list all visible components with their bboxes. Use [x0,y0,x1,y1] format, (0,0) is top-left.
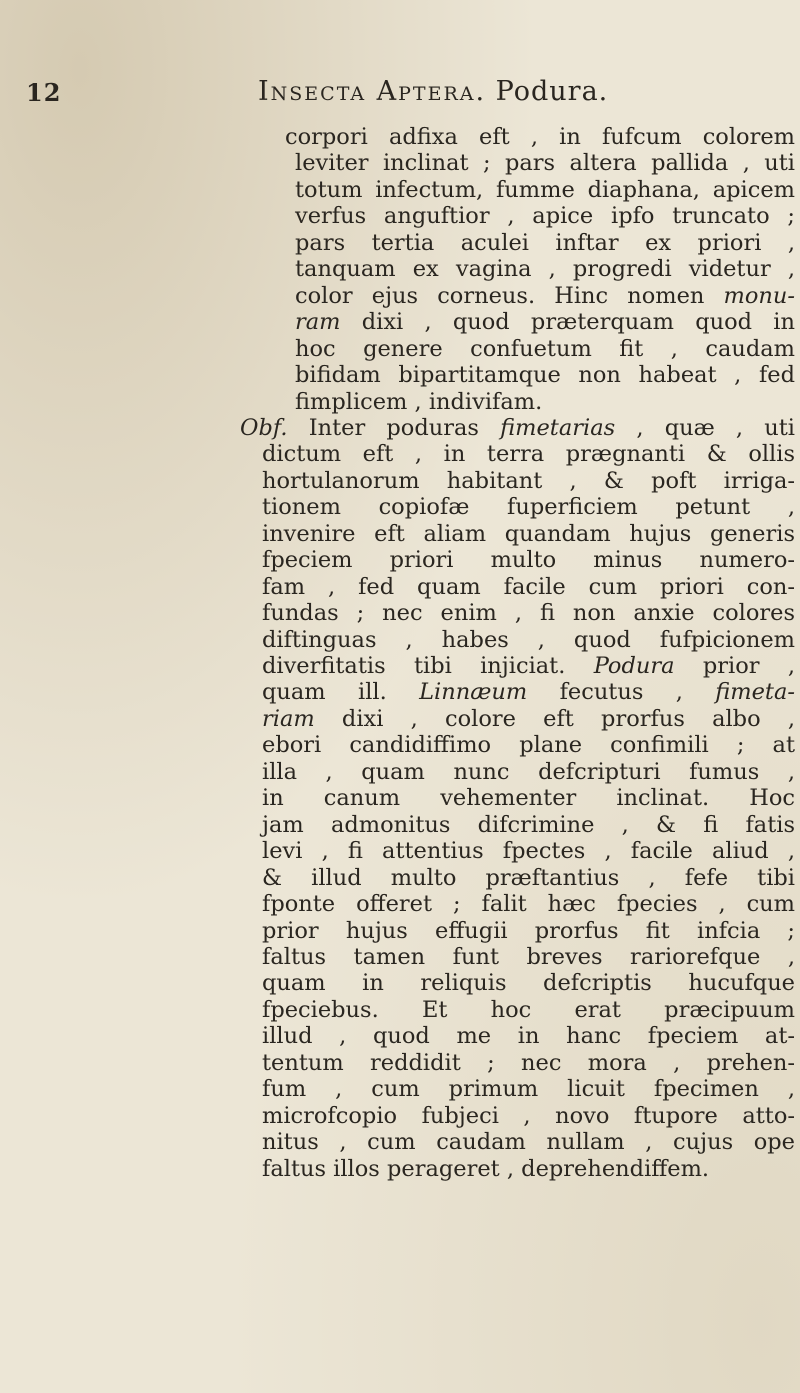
text-run: hoc genere confuetum fit , caudam [295,335,795,362]
page-number: 12 [26,78,62,107]
text-line [295,336,795,362]
text-line [295,203,795,229]
text-run: totum infectum, fumme diaphana, apicem [295,176,795,203]
text-line [262,653,795,679]
text-line [262,838,795,864]
italic-term: riam [262,705,315,732]
running-head-title: Insecta Aptera. [258,76,487,107]
running-head-genus: Podura. [486,76,609,107]
text-line [262,732,795,758]
text-line [262,865,795,891]
text-run: fundas ; nec enim , fi non anxie colores [262,600,795,627]
text-run: dictum eft , in terra prægnanti & ollis [262,441,795,468]
text-line [295,362,795,388]
text-line [295,177,795,203]
text-run: hortulanorum habitant , & poft irriga- [262,467,795,494]
text-line [262,600,795,626]
text-line [262,891,795,917]
text-line [262,1129,795,1155]
text-line [262,494,795,520]
text-run: Inter poduras [287,414,501,441]
text-run: , quæ , uti [615,414,795,441]
text-line [295,309,795,335]
text-run: leviter inclinat ; pars altera pallida , uti [295,150,795,177]
italic-term: Podura [593,653,675,679]
text-line [262,812,795,838]
text-line [262,627,795,653]
text-run: dixi , colore eft prorfus albo , [314,705,795,732]
text-run: color ejus corneus. Hinc nomen [295,282,724,309]
text-line [262,1103,795,1129]
text-line [262,944,795,970]
text-run: dixi , quod præterquam quod in [340,309,795,336]
text-run: fpeciebus. Et hoc erat præcipuum [262,996,795,1023]
text-line [262,918,795,944]
text-line [295,283,795,309]
text-run: tionem copiofæ fuperficiem petunt , [262,494,795,521]
text-run: tanquam ex vagina , progredi videtur , [295,256,795,283]
text-run: fum , cum primum licuit fpecimen , [262,1076,795,1103]
text-line [262,441,795,467]
text-run: levi , fi attentius fpectes , facile aliud , [262,838,795,865]
text-line [285,124,795,150]
text-line [262,574,795,600]
text-run: faltus illos perageret , deprehendiffem. [262,1155,710,1182]
text-run: illa , quam nunc defcripturi fumus , [262,758,795,785]
text-line [262,759,795,785]
text-run: pars tertia aculei inftar ex priori , [295,229,795,256]
text-line [295,230,795,256]
text-line [262,997,795,1023]
text-run: microfcopio fubjeci , novo ftupore atto- [262,1102,795,1129]
text-line [295,150,795,176]
text-line [262,1076,795,1102]
text-run: prior , [674,653,795,679]
italic-term: monu- [723,282,795,309]
text-line [262,468,795,494]
text-run: fam , fed quam facile cum priori con- [262,573,795,600]
text-run: quam in reliquis defcriptis hucufque [262,970,795,997]
text-run: fimplicem , indivifam. [295,388,543,415]
text-run: ebori candidiffimo plane confimili ; at [262,732,795,759]
text-line [262,785,795,811]
text-run: corpori adfixa eft , in fufcum colorem [285,124,795,150]
text-line [262,1023,795,1049]
italic-term: fimeta- [715,679,795,706]
text-line [295,256,795,282]
text-run: quam ill. [262,679,420,706]
text-run: invenire eft aliam quandam hujus generis [262,520,795,547]
text-line [262,1156,795,1182]
text-run: jam admonitus difcrimine , & fi fatis [262,811,795,838]
text-run: bifidam bipartitamque non habeat , fed [295,362,795,389]
text-run: fponte offeret ; falit hæc fpecies , cum [262,891,795,918]
italic-term: Linnæum [419,679,528,706]
text-run: diftinguas , habes , quod fufpicionem [262,626,795,653]
text-run: faltus tamen funt breves rariorefque , [262,943,795,970]
italic-term: Obf. [240,414,288,441]
text-run: nitus , cum caudam nullam , cujus ope [262,1129,795,1156]
text-run: prior hujus effugii prorfus fit infcia ; [262,917,795,944]
text-run: fecutus , [527,679,716,706]
text-line [240,415,795,441]
text-line [262,521,795,547]
text-run: illud , quod me in hanc fpeciem at- [262,1023,795,1050]
text-run: & illud multo præftantius , fefe tibi [262,864,795,891]
text-run: fpeciem priori multo minus numero- [262,547,795,574]
text-run: in canum vehementer inclinat. Hoc [262,785,795,812]
text-line [295,389,795,415]
text-line [262,970,795,996]
text-line [262,706,795,732]
text-run: tentum reddidit ; nec mora , prehen- [262,1049,795,1076]
text-run: diverfitatis tibi injiciat. [262,653,594,679]
text-line [262,547,795,573]
running-head [258,76,608,107]
page-header [0,74,800,114]
italic-term: ram [295,309,341,336]
text-run: verfus anguftior , apice ipfo truncato ; [295,203,795,230]
italic-term: fimetarias [500,414,616,441]
text-line [262,1050,795,1076]
text-line [262,679,795,705]
